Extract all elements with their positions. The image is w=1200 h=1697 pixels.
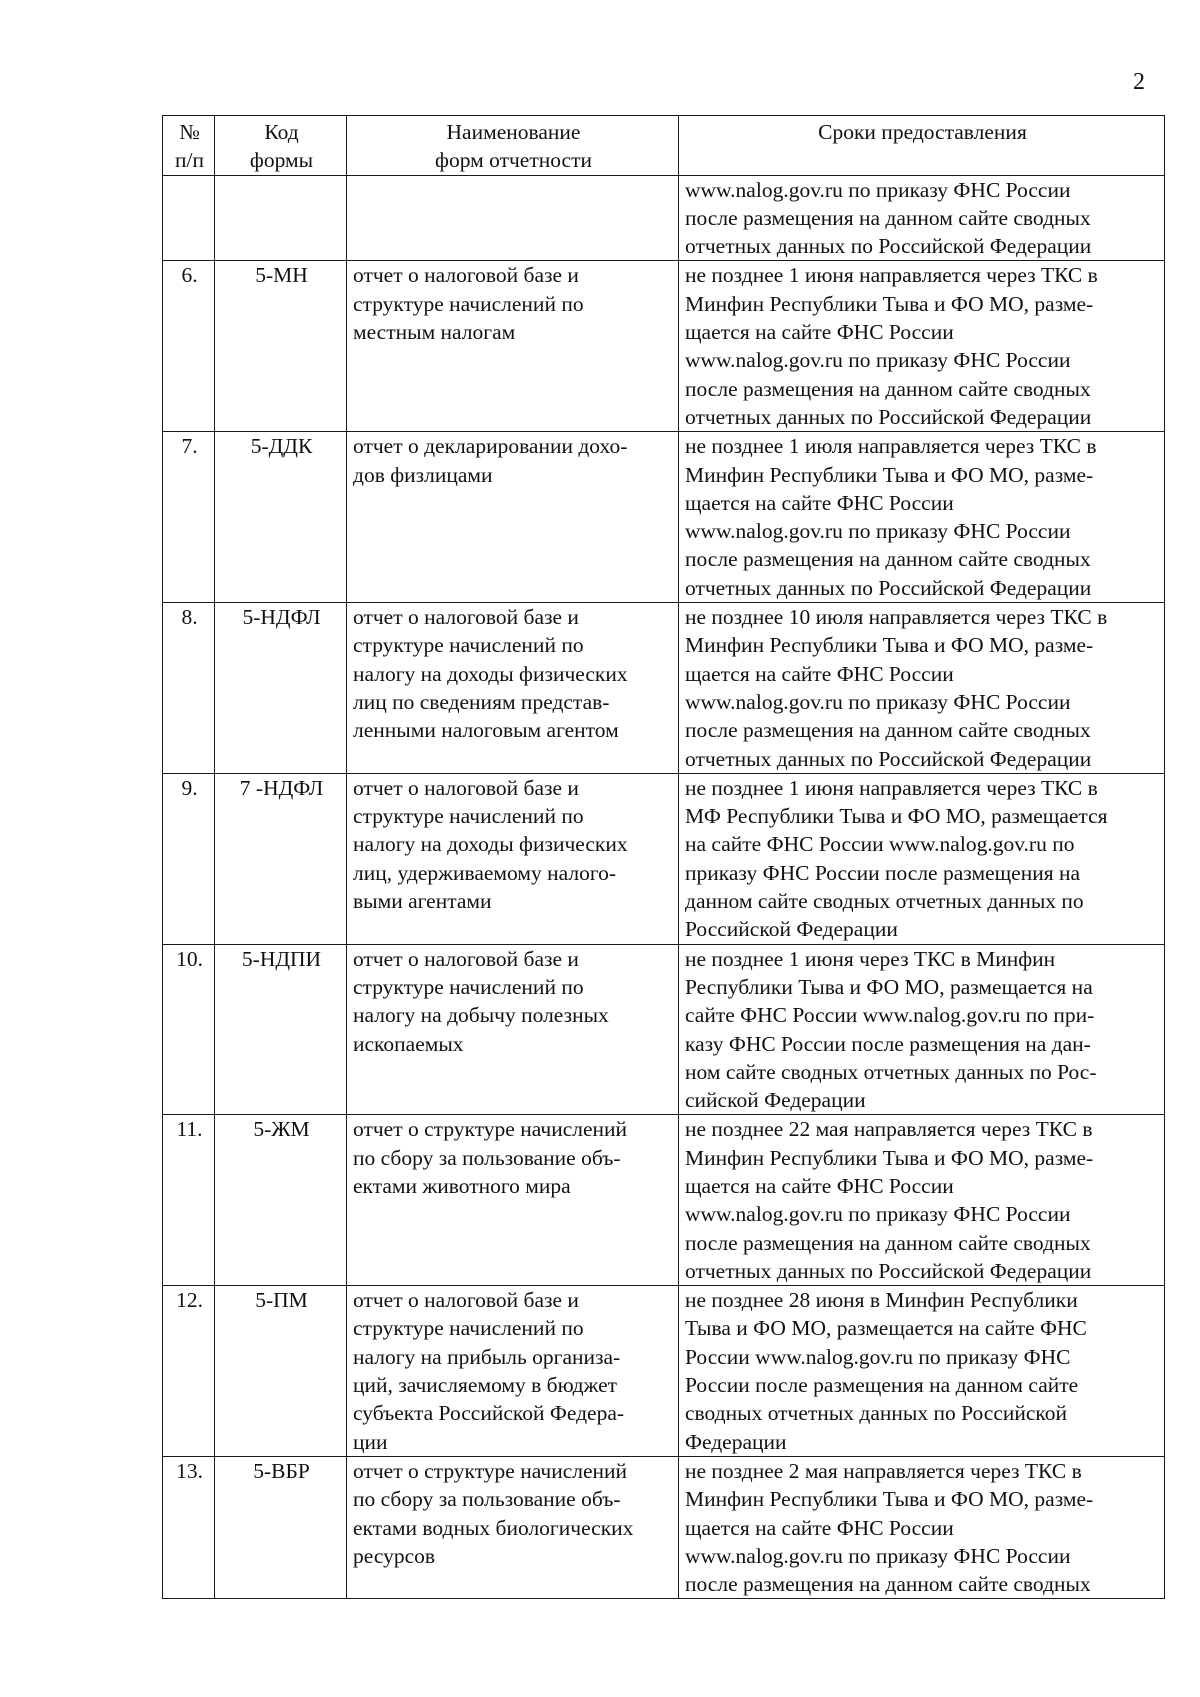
header-row bbox=[163, 116, 1165, 176]
submission-term-cell bbox=[679, 944, 1165, 1115]
header-num-line: п/п bbox=[175, 148, 204, 173]
submission-term-line: после размещения на данном сайте сводных bbox=[685, 547, 1091, 572]
submission-term-line: www.nalog.gov.ru по приказу ФНС России bbox=[685, 519, 1071, 544]
form-code-cell: 5-ВБР bbox=[215, 1456, 347, 1598]
form-name-line: отчет о налоговой базе и bbox=[353, 605, 579, 630]
submission-term-line: не позднее 1 июля направляется через ТКС в bbox=[685, 434, 1097, 459]
form-name-cell bbox=[347, 175, 679, 261]
form-code-cell: 5-МН bbox=[215, 261, 347, 432]
form-name-line: ции bbox=[353, 1429, 388, 1454]
submission-term-cell bbox=[679, 175, 1165, 261]
table-row bbox=[163, 1456, 1165, 1598]
submission-term-line: России после размещения на данном сайте bbox=[685, 1373, 1079, 1398]
form-name-line: отчет о налоговой базе и bbox=[353, 775, 579, 800]
form-name-line: структуре начислений по bbox=[353, 804, 584, 829]
submission-term-line: отчетных данных по Российской Федерации bbox=[685, 575, 1092, 600]
row-number-cell: 8. bbox=[163, 603, 215, 774]
submission-term-line: щается на сайте ФНС России bbox=[685, 490, 954, 515]
table-row bbox=[163, 175, 1165, 261]
submission-term-line: Федерации bbox=[685, 1429, 787, 1454]
form-name-line: ископаемых bbox=[353, 1031, 464, 1056]
submission-term-line: сийской Федерации bbox=[685, 1088, 866, 1113]
submission-term-line: не позднее 1 июня направляется через ТКС в bbox=[685, 263, 1098, 288]
submission-term-line: России www.nalog.gov.ru по приказу ФНС bbox=[685, 1344, 1071, 1369]
table-row bbox=[163, 944, 1165, 1115]
submission-term-line: Тыва и ФО МО, размещается на сайте ФНС bbox=[685, 1316, 1087, 1341]
submission-term-line: после размещения на данном сайте сводных bbox=[685, 1230, 1091, 1255]
row-number-cell: 11. bbox=[163, 1115, 215, 1286]
form-name-line: ленными налоговым агентом bbox=[353, 718, 619, 743]
form-code-cell: 5-ЖМ bbox=[215, 1115, 347, 1286]
table-row bbox=[163, 1286, 1165, 1457]
form-name-line: дов физлицами bbox=[353, 462, 493, 487]
header-term-line: Сроки предоставления bbox=[818, 120, 1027, 144]
reporting-forms-table bbox=[162, 115, 1165, 1599]
submission-term-line: после размещения на данном сайте сводных bbox=[685, 376, 1091, 401]
submission-term-line: после размещения на данном сайте сводных bbox=[685, 205, 1091, 230]
header-name bbox=[347, 116, 679, 176]
submission-term-line: Минфин Республики Тыва и ФО МО, разме- bbox=[685, 291, 1094, 316]
submission-term-cell bbox=[679, 1456, 1165, 1598]
submission-term-cell bbox=[679, 1115, 1165, 1286]
header-num-line: № bbox=[179, 120, 200, 144]
header-code bbox=[215, 116, 347, 176]
submission-term-line: щается на сайте ФНС России bbox=[685, 1173, 954, 1198]
form-code-cell: 5-ПМ bbox=[215, 1286, 347, 1457]
table-row bbox=[163, 603, 1165, 774]
submission-term-cell bbox=[679, 261, 1165, 432]
form-name-line: налогу на доходы физических bbox=[353, 661, 628, 686]
header-code-line: Код bbox=[264, 120, 299, 144]
form-name-cell bbox=[347, 773, 679, 944]
form-code-cell: 7 -НДФЛ bbox=[215, 773, 347, 944]
submission-term-line: не позднее 28 июня в Минфин Республики bbox=[685, 1288, 1078, 1313]
form-name-line: структуре начислений по bbox=[353, 1316, 584, 1341]
form-name-line: ектами животного мира bbox=[353, 1173, 571, 1198]
form-name-line: налогу на добычу полезных bbox=[353, 1003, 609, 1028]
submission-term-line: данном сайте сводных отчетных данных по bbox=[685, 889, 1084, 914]
submission-term-line: отчетных данных по Российской Федерации bbox=[685, 404, 1092, 429]
row-number-cell bbox=[163, 175, 215, 261]
form-name-line: лиц, удерживаемому налого- bbox=[353, 860, 617, 885]
form-name-line: отчет о налоговой базе и bbox=[353, 946, 579, 971]
form-name-cell bbox=[347, 603, 679, 774]
submission-term-line: Минфин Республики Тыва и ФО МО, разме- bbox=[685, 633, 1094, 658]
header-name-line: Наименование bbox=[446, 120, 581, 144]
submission-term-line: не позднее 1 июня направляется через ТКС в bbox=[685, 775, 1098, 800]
form-name-line: местным налогам bbox=[353, 320, 516, 345]
header-term bbox=[679, 116, 1165, 176]
table-row bbox=[163, 773, 1165, 944]
form-name-cell bbox=[347, 944, 679, 1115]
header-num bbox=[163, 116, 215, 176]
form-name-line: налогу на доходы физических bbox=[353, 832, 628, 857]
table-body bbox=[163, 175, 1165, 1599]
submission-term-line: отчетных данных по Российской Федерации bbox=[685, 1258, 1092, 1283]
submission-term-line: Минфин Республики Тыва и ФО МО, разме- bbox=[685, 1487, 1094, 1512]
form-name-line: отчет о декларировании дохо- bbox=[353, 434, 628, 459]
form-name-line: ресурсов bbox=[353, 1543, 436, 1568]
submission-term-line: щается на сайте ФНС России bbox=[685, 1515, 954, 1540]
form-name-cell bbox=[347, 1286, 679, 1457]
form-name-line: отчет о налоговой базе и bbox=[353, 263, 579, 288]
submission-term-line: после размещения на данном сайте сводных bbox=[685, 718, 1091, 743]
submission-term-line: www.nalog.gov.ru по приказу ФНС России bbox=[685, 177, 1071, 202]
form-name-line: выми агентами bbox=[353, 889, 492, 914]
submission-term-line: Российской Федерации bbox=[685, 917, 898, 942]
submission-term-cell bbox=[679, 773, 1165, 944]
submission-term-line: отчетных данных по Российской Федерации bbox=[685, 234, 1092, 259]
submission-term-line: сводных отчетных данных по Российской bbox=[685, 1401, 1068, 1426]
submission-term-line: сайте ФНС России www.nalog.gov.ru по при- bbox=[685, 1003, 1095, 1028]
form-name-line: лиц по сведениям представ- bbox=[353, 689, 610, 714]
header-code-line: формы bbox=[249, 148, 314, 173]
form-name-line: ций, зачисляемому в бюджет bbox=[353, 1373, 618, 1398]
form-code-cell: 5-НДПИ bbox=[215, 944, 347, 1115]
form-name-line: структуре начислений по bbox=[353, 291, 584, 316]
submission-term-line: казу ФНС России после размещения на дан- bbox=[685, 1031, 1091, 1056]
form-name-line: отчет о налоговой базе и bbox=[353, 1288, 579, 1313]
form-code-cell bbox=[215, 175, 347, 261]
submission-term-line: приказу ФНС России после размещения на bbox=[685, 860, 1081, 885]
submission-term-cell bbox=[679, 1286, 1165, 1457]
form-name-line: отчет о структуре начислений bbox=[353, 1117, 628, 1142]
form-name-line: налогу на прибыль организа- bbox=[353, 1344, 621, 1369]
submission-term-line: ном сайте сводных отчетных данных по Рос- bbox=[685, 1059, 1097, 1084]
row-number-cell: 10. bbox=[163, 944, 215, 1115]
form-name-line: по сбору за пользование объ- bbox=[353, 1145, 621, 1170]
submission-term-line: Республики Тыва и ФО МО, размещается на bbox=[685, 974, 1093, 999]
form-name-cell bbox=[347, 261, 679, 432]
form-name-cell bbox=[347, 432, 679, 603]
submission-term-cell bbox=[679, 432, 1165, 603]
table-row bbox=[163, 432, 1165, 603]
form-name-cell bbox=[347, 1115, 679, 1286]
row-number-cell: 9. bbox=[163, 773, 215, 944]
submission-term-line: щается на сайте ФНС России bbox=[685, 320, 954, 345]
submission-term-line: Минфин Республики Тыва и ФО МО, разме- bbox=[685, 462, 1094, 487]
row-number-cell: 6. bbox=[163, 261, 215, 432]
row-number-cell: 7. bbox=[163, 432, 215, 603]
table-row bbox=[163, 261, 1165, 432]
submission-term-line: не позднее 10 июля направляется через ТКС в bbox=[685, 605, 1108, 630]
form-name-line: ектами водных биологических bbox=[353, 1515, 634, 1540]
form-name-line: субъекта Российской Федера- bbox=[353, 1401, 625, 1426]
submission-term-line: отчетных данных по Российской Федерации bbox=[685, 746, 1092, 771]
submission-term-line: МФ Республики Тыва и ФО МО, размещается bbox=[685, 804, 1108, 829]
form-name-cell bbox=[347, 1456, 679, 1598]
submission-term-line: не позднее 22 мая направляется через ТКС в bbox=[685, 1117, 1093, 1142]
submission-term-line: не позднее 2 мая направляется через ТКС в bbox=[685, 1458, 1082, 1483]
page-number: 2 bbox=[1133, 69, 1145, 95]
form-name-line: отчет о структуре начислений bbox=[353, 1458, 628, 1483]
submission-term-line: www.nalog.gov.ru по приказу ФНС России bbox=[685, 1202, 1071, 1227]
submission-term-line: на сайте ФНС России www.nalog.gov.ru по bbox=[685, 832, 1075, 857]
form-code-cell: 5-НДФЛ bbox=[215, 603, 347, 774]
row-number-cell: 13. bbox=[163, 1456, 215, 1598]
submission-term-line: www.nalog.gov.ru по приказу ФНС России bbox=[685, 1543, 1071, 1568]
submission-term-cell bbox=[679, 603, 1165, 774]
form-name-line: структуре начислений по bbox=[353, 974, 584, 999]
form-code-cell: 5-ДДК bbox=[215, 432, 347, 603]
header-name-line: форм отчетности bbox=[435, 148, 592, 173]
submission-term-line: Минфин Республики Тыва и ФО МО, разме- bbox=[685, 1145, 1094, 1170]
submission-term-line: не позднее 1 июня через ТКС в Минфин bbox=[685, 946, 1056, 971]
submission-term-line: после размещения на данном сайте сводных bbox=[685, 1572, 1091, 1597]
submission-term-line: щается на сайте ФНС России bbox=[685, 661, 954, 686]
row-number-cell: 12. bbox=[163, 1286, 215, 1457]
table-header bbox=[163, 116, 1165, 176]
table-row bbox=[163, 1115, 1165, 1286]
form-name-line: по сбору за пользование объ- bbox=[353, 1487, 621, 1512]
submission-term-line: www.nalog.gov.ru по приказу ФНС России bbox=[685, 689, 1071, 714]
form-name-line: структуре начислений по bbox=[353, 633, 584, 658]
submission-term-line: www.nalog.gov.ru по приказу ФНС России bbox=[685, 348, 1071, 373]
